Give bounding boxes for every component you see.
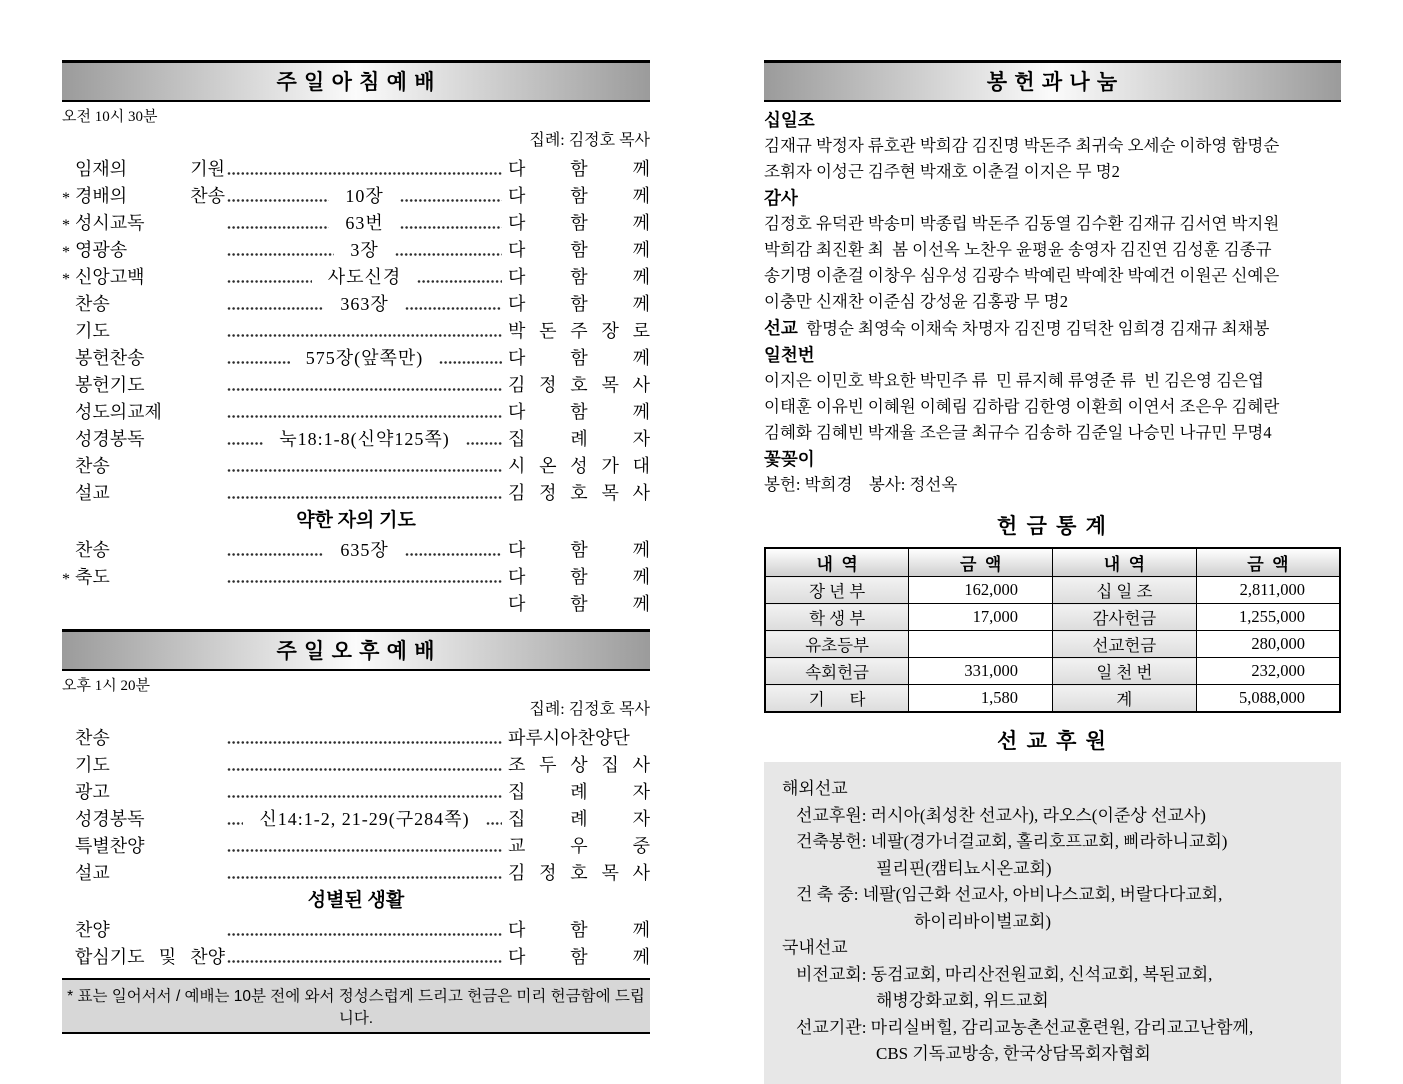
donor-names-line: 송기명 이춘걸 이창우 심우성 김광수 박예린 박예찬 박예건 이원곤 신예은 (764, 266, 1280, 285)
offering-category: 속회헌금 (765, 658, 909, 685)
worship-item-performer: 다 함 께 (508, 186, 651, 206)
worship-item-detail: 63번 (345, 213, 384, 233)
worship-item-label: 봉헌찬송 (75, 348, 145, 368)
mission-line: 해외선교 (782, 779, 848, 798)
worship-item-label: 성경봉독 (75, 429, 145, 449)
mission-support-box (764, 762, 1341, 1084)
star-marker: * (62, 244, 70, 261)
worship-item-label: 설교 (75, 863, 110, 883)
worship-item-label: 찬양 (75, 920, 110, 940)
worship-row (62, 154, 650, 181)
morning-service-header: 주 일 아 침 예 배 (62, 60, 650, 102)
offering-category: 장 년 부 (765, 577, 909, 604)
donor-names-line: 선교 함명순 최영숙 이채숙 차명자 김진명 김덕찬 임희경 김재규 최채봉 (764, 318, 1270, 338)
afternoon-service-time: 오후 1시 20분 (62, 678, 150, 694)
worship-item-performer: 집 례 자 (508, 782, 650, 802)
worship-row (62, 181, 650, 208)
afternoon-order-of-worship (62, 723, 650, 969)
worship-item-performer: 김 정 호 목 사 (508, 483, 650, 503)
dotted-leader (227, 740, 502, 745)
star-marker: * (62, 271, 70, 288)
worship-row (62, 858, 650, 885)
dotted-leader (227, 495, 502, 500)
offering-category: 유초등부 (765, 631, 909, 658)
dotted-leader (400, 225, 502, 230)
dotted-leader (227, 848, 502, 853)
worship-item-label: 성도의교제 (75, 402, 162, 422)
dotted-leader (227, 552, 324, 557)
mission-line: 비전교회: 동검교회, 마리산전원교회, 신석교회, 복된교회, (796, 964, 1213, 984)
sermon-title: 성별된 생활 (307, 890, 405, 911)
offering-group-heading: 선교 (764, 318, 798, 338)
column-header: 금 액 (909, 548, 1053, 577)
left-column (62, 60, 650, 1034)
worship-item-label: 성경봉독 (75, 809, 145, 829)
morning-order-of-worship (62, 154, 650, 616)
worship-item-label: 설교 (75, 483, 110, 503)
worship-item-performer: 다 함 께 (508, 294, 651, 314)
sermon-title: 약한 자의 기도 (296, 510, 416, 531)
dotted-leader (227, 387, 502, 392)
mission-support-title: 선 교 후 원 (997, 729, 1108, 753)
donor-names-line: 조휘자 이성근 김주현 박재호 이춘걸 이지은 무 명2 (764, 162, 1120, 181)
table-row (765, 685, 1340, 713)
offering-amount: 280,000 (1196, 631, 1340, 658)
standing-and-offering-note: * 표는 일어서서 / 예배는 10분 전에 와서 정성스럽게 드리고 헌금은 미리 헌금함에 드립니다. (62, 978, 650, 1034)
column-header: 금 액 (1196, 548, 1340, 577)
dotted-leader (227, 821, 243, 826)
worship-item-label: 찬송 (75, 728, 110, 748)
donor-names-line: 김혜화 김혜빈 박재율 조은글 최규수 김송하 김준일 나승민 나규민 무명4 (764, 423, 1272, 442)
donor-names-line: 이충만 신재찬 이준심 강성윤 김홍광 무 명2 (764, 292, 1068, 311)
mission-line: 건축봉헌: 네팔(경가너걸교회, 홀리호프교회, 삐라하니교회) (796, 832, 1228, 851)
offering-amount: 162,000 (909, 577, 1053, 604)
dotted-leader (227, 875, 502, 880)
worship-row (62, 942, 650, 969)
worship-row (62, 370, 650, 397)
worship-row (62, 451, 650, 478)
worship-item-detail: 눅18:1-8(신약125쪽) (279, 429, 450, 449)
dotted-leader (439, 360, 502, 365)
dotted-leader (466, 441, 502, 446)
worship-item-performer: 교 우 중 (508, 836, 650, 856)
offering-category: 감사헌금 (1053, 604, 1197, 631)
worship-item-detail: 3장 (350, 240, 379, 260)
worship-item-performer: 시 온 성 가 대 (508, 456, 650, 476)
dotted-leader (417, 279, 502, 284)
table-row (765, 658, 1340, 685)
dotted-leader (227, 306, 324, 311)
donor-names-line: 이지은 이민호 박요한 박민주 류 민 류지혜 류영준 류 빈 김은영 김은엽 (764, 371, 1264, 390)
worship-row (62, 424, 650, 451)
worship-item-performer: 다 함 께 (508, 213, 651, 233)
offering-category: 계 (1053, 685, 1197, 713)
worship-item-performer: 다 함 께 (508, 567, 650, 587)
dotted-leader (227, 171, 502, 176)
worship-row (62, 750, 650, 777)
worship-row (62, 831, 650, 858)
worship-row (62, 535, 650, 562)
worship-item-detail: 635장 (340, 540, 389, 560)
worship-item-performer: 다 함 께 (508, 240, 651, 260)
worship-row (62, 589, 650, 616)
worship-row (62, 235, 650, 262)
offering-group-heading: 감사 (764, 188, 798, 208)
worship-row (62, 397, 650, 424)
dotted-leader (227, 252, 334, 257)
dotted-leader (395, 252, 502, 257)
worship-item-label: 영광송 (75, 240, 128, 260)
offering-stats-title: 헌 금 통 계 (997, 514, 1108, 538)
worship-item-performer: 김 정 호 목 사 (508, 863, 650, 883)
offering-amount: 331,000 (909, 658, 1053, 685)
worship-row (62, 777, 650, 804)
worship-row (62, 562, 650, 589)
worship-item-label: 기도 (75, 755, 110, 775)
worship-item-performer: 다 함 께 (508, 402, 650, 422)
donor-names-line: 박희감 최진환 최 봄 이선옥 노찬우 윤평윤 송영자 김진연 김성훈 김종규 (764, 240, 1272, 259)
star-marker: * (62, 190, 70, 207)
offering-amount: 17,000 (909, 604, 1053, 631)
worship-item-performer: 집 례 자 (508, 429, 651, 449)
table-row (765, 631, 1340, 658)
donor-names-line: 김재규 박정자 류호관 박희감 김진명 박돈주 최귀숙 오세순 이하영 함명순 (764, 136, 1280, 155)
offering-category: 일 천 번 (1053, 658, 1197, 685)
dotted-leader (227, 794, 502, 799)
worship-item-label: 합심기도 및 찬양 (75, 947, 225, 967)
dotted-leader (405, 552, 502, 557)
dotted-leader (227, 579, 502, 584)
dotted-leader (405, 306, 502, 311)
dotted-leader (227, 767, 502, 772)
star-marker: * (62, 571, 70, 588)
table-row (765, 577, 1340, 604)
right-column (764, 60, 1341, 1084)
worship-item-label: 찬송 (75, 294, 110, 314)
worship-item-detail: 575장(앞쪽만) (305, 348, 424, 368)
offering-amount (909, 631, 1053, 658)
afternoon-officiant: 집례: 김정호 목사 (529, 701, 650, 718)
offering-amount: 5,088,000 (1196, 685, 1340, 713)
dotted-leader (227, 414, 502, 419)
offering-group-heading: 십일조 (764, 110, 815, 130)
dotted-leader (227, 360, 290, 365)
mission-line: 선교기관: 마리실버힐, 감리교농촌선교훈련원, 감리교고난함께, (796, 1017, 1254, 1037)
worship-item-label: 신앙고백 (75, 267, 145, 287)
mission-line: 하이리바이벌교회) (914, 911, 1052, 931)
offering-sharing-header: 봉 헌 과 나 눔 (764, 60, 1341, 102)
dotted-leader (227, 959, 502, 964)
worship-row (62, 915, 650, 942)
worship-item-performer: 집 례 자 (508, 809, 650, 829)
worship-item-performer: 다 함 께 (508, 947, 650, 967)
worship-item-performer: 다 함 께 (508, 267, 650, 287)
offering-category: 십 일 조 (1053, 577, 1197, 604)
column-header: 내 역 (765, 548, 909, 577)
worship-item-performer: 조 두 상 집 사 (508, 755, 650, 775)
dotted-leader (227, 441, 263, 446)
worship-row (62, 343, 650, 370)
table-row (765, 604, 1340, 631)
dotted-leader (227, 225, 329, 230)
morning-service-time: 오전 10시 30분 (62, 109, 158, 125)
offering-donor-groups (764, 107, 1341, 498)
worship-row (62, 289, 650, 316)
table-header-row (765, 548, 1340, 577)
worship-item-performer: 다 함 께 (508, 920, 650, 940)
worship-item-performer: 박 돈 주 장 로 (508, 321, 650, 341)
dotted-leader (227, 468, 502, 473)
worship-item-detail: 363장 (340, 294, 389, 314)
donor-names-line: 봉헌: 박희경 봉사: 정선옥 (764, 475, 958, 494)
worship-item-label: 찬송 (75, 540, 110, 560)
mission-line: 필리핀(캠티뇨시온교회) (876, 858, 1052, 878)
donor-names-line: 이태훈 이유빈 이혜원 이혜림 김하람 김한영 이환희 이연서 조은우 김혜란 (764, 397, 1280, 416)
mission-line: 건 축 중: 네팔(임근화 선교사, 아비나스교회, 버랄다다교회, (796, 885, 1223, 904)
donor-names-line: 김정호 유덕관 박송미 박종립 박돈주 김동열 김수환 김재규 김서연 박지원 (764, 214, 1280, 233)
dotted-leader (227, 333, 502, 338)
worship-item-label: 축도 (75, 567, 110, 587)
worship-row (62, 723, 650, 750)
dotted-leader (227, 198, 329, 203)
worship-item-label: 봉헌기도 (75, 375, 145, 395)
worship-item-label: 경배의 찬송 (75, 186, 225, 206)
column-header: 내 역 (1053, 548, 1197, 577)
mission-line: 선교후원: 러시아(최성찬 선교사), 라오스(이준상 선교사) (796, 805, 1206, 825)
worship-row (62, 804, 650, 831)
offering-table (764, 547, 1341, 713)
worship-item-label: 임재의 기원 (75, 159, 225, 179)
worship-item-performer: 다 함 께 (508, 159, 650, 179)
star-marker: * (62, 217, 70, 234)
worship-item-label: 특별찬양 (75, 836, 145, 856)
worship-item-performer: 다 함 께 (508, 348, 651, 368)
mission-line: 국내선교 (782, 938, 848, 957)
worship-row (62, 316, 650, 343)
dotted-leader (227, 932, 502, 937)
dotted-leader (486, 821, 502, 826)
dotted-leader (227, 279, 312, 284)
worship-item-label: 광고 (75, 782, 110, 802)
worship-item-label: 성시교독 (75, 213, 145, 233)
offering-category: 기 타 (765, 685, 909, 713)
offering-group-heading: 꽃꽂이 (764, 449, 815, 469)
worship-item-performer: 다 함 께 (508, 594, 650, 614)
offering-category: 선교헌금 (1053, 631, 1197, 658)
offering-amount: 232,000 (1196, 658, 1340, 685)
worship-row (62, 262, 650, 289)
worship-row (62, 208, 650, 235)
worship-item-performer: 파루시아찬양단 (508, 728, 630, 748)
worship-item-detail: 10장 (345, 186, 384, 206)
offering-amount: 1,255,000 (1196, 604, 1340, 631)
worship-item-detail: 신14:1-2, 21-29(구284쪽) (259, 809, 470, 829)
dotted-leader (400, 198, 502, 203)
worship-row (62, 478, 650, 505)
offering-category: 학 생 부 (765, 604, 909, 631)
mission-line: CBS 기독교방송, 한국상담목회자협회 (876, 1044, 1151, 1063)
offering-amount: 1,580 (909, 685, 1053, 713)
offering-group-heading: 일천번 (764, 345, 815, 365)
morning-officiant: 집례: 김정호 목사 (529, 132, 650, 149)
mission-line: 해병강화교회, 위드교회 (876, 991, 1049, 1010)
worship-item-label: 기도 (75, 321, 110, 341)
worship-item-performer: 김 정 호 목 사 (508, 375, 650, 395)
worship-item-detail: 사도신경 (327, 267, 402, 287)
offering-amount: 2,811,000 (1196, 577, 1340, 604)
worship-item-label: 찬송 (75, 456, 110, 476)
worship-item-performer: 다 함 께 (508, 540, 651, 560)
afternoon-service-header: 주 일 오 후 예 배 (62, 629, 650, 671)
